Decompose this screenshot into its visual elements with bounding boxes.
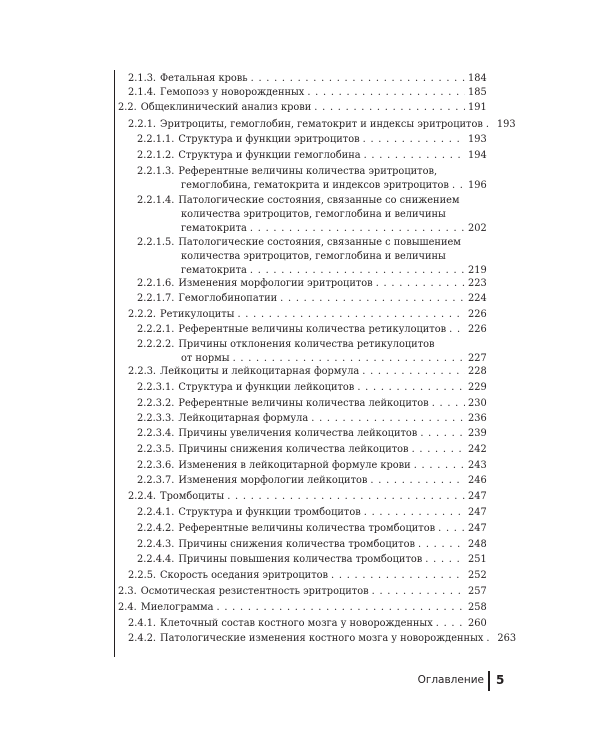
- toc-entry-page: 224: [468, 293, 487, 304]
- toc-entry[interactable]: [128, 308, 486, 322]
- toc-entry[interactable]: [118, 101, 486, 115]
- toc-entry-title-continuation: гемоглобина, гематокрита и индексов эритроцитов: [181, 180, 449, 191]
- toc-entry-page: 219: [468, 265, 487, 276]
- toc-entry[interactable]: [137, 133, 486, 147]
- toc-entry-page: 258: [468, 602, 487, 613]
- toc-entry[interactable]: [128, 632, 517, 646]
- toc-entry-number: 2.2.1.7.: [137, 293, 175, 304]
- toc-leader-dots: [486, 118, 494, 132]
- toc-entry-title-continuation: гематокрита: [181, 223, 247, 234]
- toc-entry-title: Причины снижения количества тромбоцитов: [178, 539, 415, 550]
- toc-leader-dots: [250, 222, 465, 236]
- toc-entry-page: 193: [468, 134, 487, 145]
- toc-entry-title: Осмотическая резистентность эритроцитов: [140, 586, 369, 597]
- toc-entry-title: Причины повышения количества тромбоцитов: [178, 554, 423, 565]
- page-footer: [0, 671, 600, 693]
- toc-entry-number: 2.2.3.4.: [137, 428, 175, 439]
- toc-entry-number: 2.2.2.2.: [137, 339, 175, 350]
- toc-entry-title: Референтные величины количества лейкоцитов: [178, 398, 429, 409]
- toc-entry-page: 263: [497, 633, 517, 644]
- toc-entry-title: Причины снижения количества лейкоцитов: [178, 444, 409, 455]
- page-number: 5: [496, 673, 505, 687]
- toc-entry-number: 2.4.: [118, 602, 137, 613]
- toc-entry-page: 226: [468, 324, 487, 335]
- toc-leader-dots: [412, 443, 465, 457]
- toc-entry-title: Клеточный состав костного мозга у новорожденных: [160, 618, 433, 629]
- toc-entry-title: Референтные величины количества тромбоцитов: [178, 523, 436, 534]
- toc-entry-page: 230: [468, 398, 487, 409]
- toc-entry-title: Изменения морфологии лейкоцитов: [178, 475, 368, 486]
- toc-leader-dots: [376, 277, 465, 291]
- toc-entry-number: 2.3.: [118, 586, 137, 597]
- toc-left-rule: [114, 70, 115, 657]
- toc-entry-number: 2.1.4.: [128, 87, 157, 98]
- toc-leader-dots: [227, 490, 465, 504]
- toc-entry-number: 2.1.3.: [128, 73, 157, 84]
- toc-leader-dots: [436, 617, 465, 631]
- toc-entry[interactable]: [137, 506, 486, 520]
- toc-leader-dots: [418, 538, 465, 552]
- toc-entry[interactable]: [128, 617, 486, 631]
- toc-entry-page: 191: [468, 102, 487, 113]
- toc-leader-dots: [280, 292, 465, 306]
- toc-entry-page: 202: [468, 223, 487, 234]
- toc-entry-title: Структура и функции тромбоцитов: [178, 507, 361, 518]
- toc-leader-dots: [372, 585, 465, 599]
- toc-entry[interactable]: [118, 601, 486, 615]
- toc-entry-number: 2.2.3.1.: [137, 382, 175, 393]
- toc-entry-number: 2.2.1.3.: [137, 166, 175, 177]
- toc-entry-page: 257: [468, 586, 487, 597]
- toc-entry-title: Структура и функции гемоглобина: [178, 150, 361, 161]
- toc-entry-page: 239: [468, 428, 487, 439]
- toc-entry-number: 2.2.3.3.: [137, 413, 175, 424]
- toc-leader-dots: [233, 352, 465, 366]
- toc-entry-title: Лейкоциты и лейкоцитарная формула: [160, 366, 360, 377]
- toc-entry-title: Патологические состояния, связанные с повышением: [178, 237, 461, 248]
- toc-entry[interactable]: [128, 490, 486, 504]
- toc-entry-number: 2.2.: [118, 102, 137, 113]
- toc-leader-dots: [438, 522, 465, 536]
- toc-entry-number: 2.2.3.7.: [137, 475, 175, 486]
- toc-entry-page: 236: [468, 413, 487, 424]
- toc-leader-dots: [452, 179, 465, 193]
- toc-entry-title: Тромбоциты: [160, 491, 225, 502]
- toc-entry[interactable]: [128, 86, 486, 100]
- toc-entry[interactable]: [128, 569, 486, 583]
- toc-entry-page: 246: [468, 475, 487, 486]
- toc-entry-number: 2.2.3.6.: [137, 460, 175, 471]
- toc-leader-dots: [363, 133, 465, 147]
- toc-entry-page: 193: [496, 119, 516, 130]
- toc-entry-title-continuation: количества эритроцитов, гемоглобина и величины: [181, 209, 446, 220]
- toc-leader-dots: [331, 569, 465, 583]
- toc-entry-number: 2.2.4.2.: [137, 523, 175, 534]
- toc-entry-title-continuation: от нормы: [181, 353, 230, 364]
- toc-entry-number: 2.2.4.: [128, 491, 157, 502]
- toc-entry[interactable]: [137, 381, 486, 395]
- toc-leader-dots: [364, 149, 465, 163]
- toc-entry-title: Скорость оседания эритроцитов: [160, 570, 329, 581]
- toc-entry-title: Причины отклонения количества ретикулоцитов: [178, 339, 435, 350]
- footer-divider: [488, 671, 490, 691]
- toc-entry[interactable]: [137, 277, 486, 291]
- toc-entry[interactable]: [118, 585, 486, 599]
- toc-leader-dots: [357, 381, 465, 395]
- toc-entry-title: Патологические состояния, связанные со снижением: [178, 195, 460, 206]
- toc-entry-title: Гемопоэз у новорожденных: [160, 87, 305, 98]
- toc-entry-title: Изменения морфологии эритроцитов: [178, 278, 373, 289]
- toc-leader-dots: [414, 459, 465, 473]
- toc-entry-page: 247: [468, 507, 487, 518]
- toc-entry[interactable]: [137, 149, 486, 163]
- toc-entry-page: 251: [468, 554, 487, 565]
- toc-leader-dots: [250, 264, 465, 278]
- toc-entry-number: 2.2.4.3.: [137, 539, 175, 550]
- toc-entry-page: 243: [468, 460, 487, 471]
- toc-entry-title: Изменения в лейкоцитарной формуле крови: [178, 460, 411, 471]
- toc-entry-title-continuation: гематокрита: [181, 265, 247, 276]
- toc-entry-title: Гемоглобинопатии: [178, 293, 278, 304]
- toc-entry-number: 2.2.4.1.: [137, 507, 175, 518]
- toc-entry[interactable]: [137, 412, 486, 426]
- toc-entry[interactable]: [137, 427, 486, 441]
- toc-entry[interactable]: [128, 118, 516, 132]
- toc-entry[interactable]: [137, 323, 486, 337]
- toc-entry-number: 2.2.3.5.: [137, 444, 175, 455]
- toc-entry-title: Структура и функции эритроцитов: [178, 134, 360, 145]
- toc-entry-number: 2.2.3.2.: [137, 398, 175, 409]
- toc-entry[interactable]: [137, 236, 486, 278]
- toc-leader-dots: [449, 323, 465, 337]
- toc-entry-page: 252: [468, 570, 487, 581]
- toc-entry[interactable]: [128, 72, 486, 86]
- toc-entry-page: 196: [468, 180, 487, 191]
- toc-entry[interactable]: [137, 338, 486, 366]
- toc-entry[interactable]: [137, 474, 486, 488]
- toc-entry-title: Структура и функции лейкоцитов: [178, 382, 355, 393]
- toc-leader-dots: [307, 86, 465, 100]
- toc-entry-title: Фетальная кровь: [160, 73, 248, 84]
- toc-entry-page: 184: [468, 73, 487, 84]
- toc-entry-title: Эритроциты, гемоглобин, гематокрит и индексы эритроцитов: [160, 119, 483, 130]
- toc-entry-page: 247: [468, 523, 487, 534]
- toc-entry-title: Лейкоцитарная формула: [178, 413, 309, 424]
- toc-entry-page: 194: [468, 150, 487, 161]
- toc-leader-dots: [362, 365, 465, 379]
- toc-entry-number: 2.2.1.5.: [137, 237, 175, 248]
- toc-entry-number: 2.2.2.1.: [137, 324, 175, 335]
- toc-entry[interactable]: [137, 553, 486, 567]
- toc-entry-page: 248: [468, 539, 487, 550]
- toc-entry-number: 2.4.1.: [128, 618, 157, 629]
- toc-leader-dots: [364, 506, 465, 520]
- toc-entry-number: 2.2.3.: [128, 366, 157, 377]
- toc-entry[interactable]: [137, 443, 486, 457]
- toc-entry-page: 226: [468, 309, 487, 320]
- toc-entry[interactable]: [137, 459, 486, 473]
- toc-entry[interactable]: [137, 165, 486, 193]
- toc-entry-page: 223: [468, 278, 487, 289]
- toc-leader-dots: [420, 427, 465, 441]
- toc-entry[interactable]: [137, 538, 486, 552]
- toc-entry[interactable]: [137, 522, 486, 536]
- toc-entry[interactable]: [137, 194, 486, 236]
- toc-entry-title: Общеклинический анализ крови: [140, 102, 312, 113]
- toc-entry[interactable]: [137, 292, 486, 306]
- toc-entry-number: 2.2.1.6.: [137, 278, 175, 289]
- toc-entry-page: 242: [468, 444, 487, 455]
- toc-entry[interactable]: [128, 365, 486, 379]
- toc-entry-page: 228: [468, 366, 487, 377]
- toc-leader-dots: [217, 601, 465, 615]
- toc-leader-dots: [311, 412, 465, 426]
- toc-leader-dots: [370, 474, 465, 488]
- toc-entry-number: 2.2.1.1.: [137, 134, 175, 145]
- running-footer-label: Оглавление: [417, 674, 484, 686]
- toc-entry-number: 2.2.4.4.: [137, 554, 175, 565]
- toc-entry-title: Причины увеличения количества лейкоцитов: [178, 428, 418, 439]
- toc-leader-dots: [425, 553, 465, 567]
- toc-leader-dots: [486, 632, 494, 646]
- toc-entry-page: 247: [468, 491, 487, 502]
- toc-leader-dots: [432, 397, 465, 411]
- toc-entry-title: Миелограмма: [140, 602, 214, 613]
- toc-entry-number: 2.2.5.: [128, 570, 157, 581]
- toc-entry-title: Ретикулоциты: [160, 309, 235, 320]
- toc-entry-number: 2.2.2.: [128, 309, 157, 320]
- toc-entry-page: 229: [468, 382, 487, 393]
- toc-entry[interactable]: [137, 397, 486, 411]
- toc-entry-number: 2.2.1.4.: [137, 195, 175, 206]
- toc-leader-dots: [237, 308, 465, 322]
- toc-entry-page: 185: [468, 87, 487, 98]
- toc-entry-title: Референтные величины количества ретикулоцитов: [178, 324, 447, 335]
- toc-leader-dots: [314, 101, 465, 115]
- toc-entry-title: Референтные величины количества эритроцитов,: [178, 166, 438, 177]
- toc-entry-number: 2.2.1.: [128, 119, 157, 130]
- toc-entry-number: 2.4.2.: [128, 633, 157, 644]
- toc-entry-title-continuation: количества эритроцитов, гемоглобина и величины: [181, 251, 446, 262]
- toc-entry-title: Патологические изменения костного мозга у новорожденных: [160, 633, 484, 644]
- toc-entry-page: 260: [468, 618, 487, 629]
- toc-entry-page: 227: [468, 353, 487, 364]
- toc-leader-dots: [251, 72, 465, 86]
- toc-entry-number: 2.2.1.2.: [137, 150, 175, 161]
